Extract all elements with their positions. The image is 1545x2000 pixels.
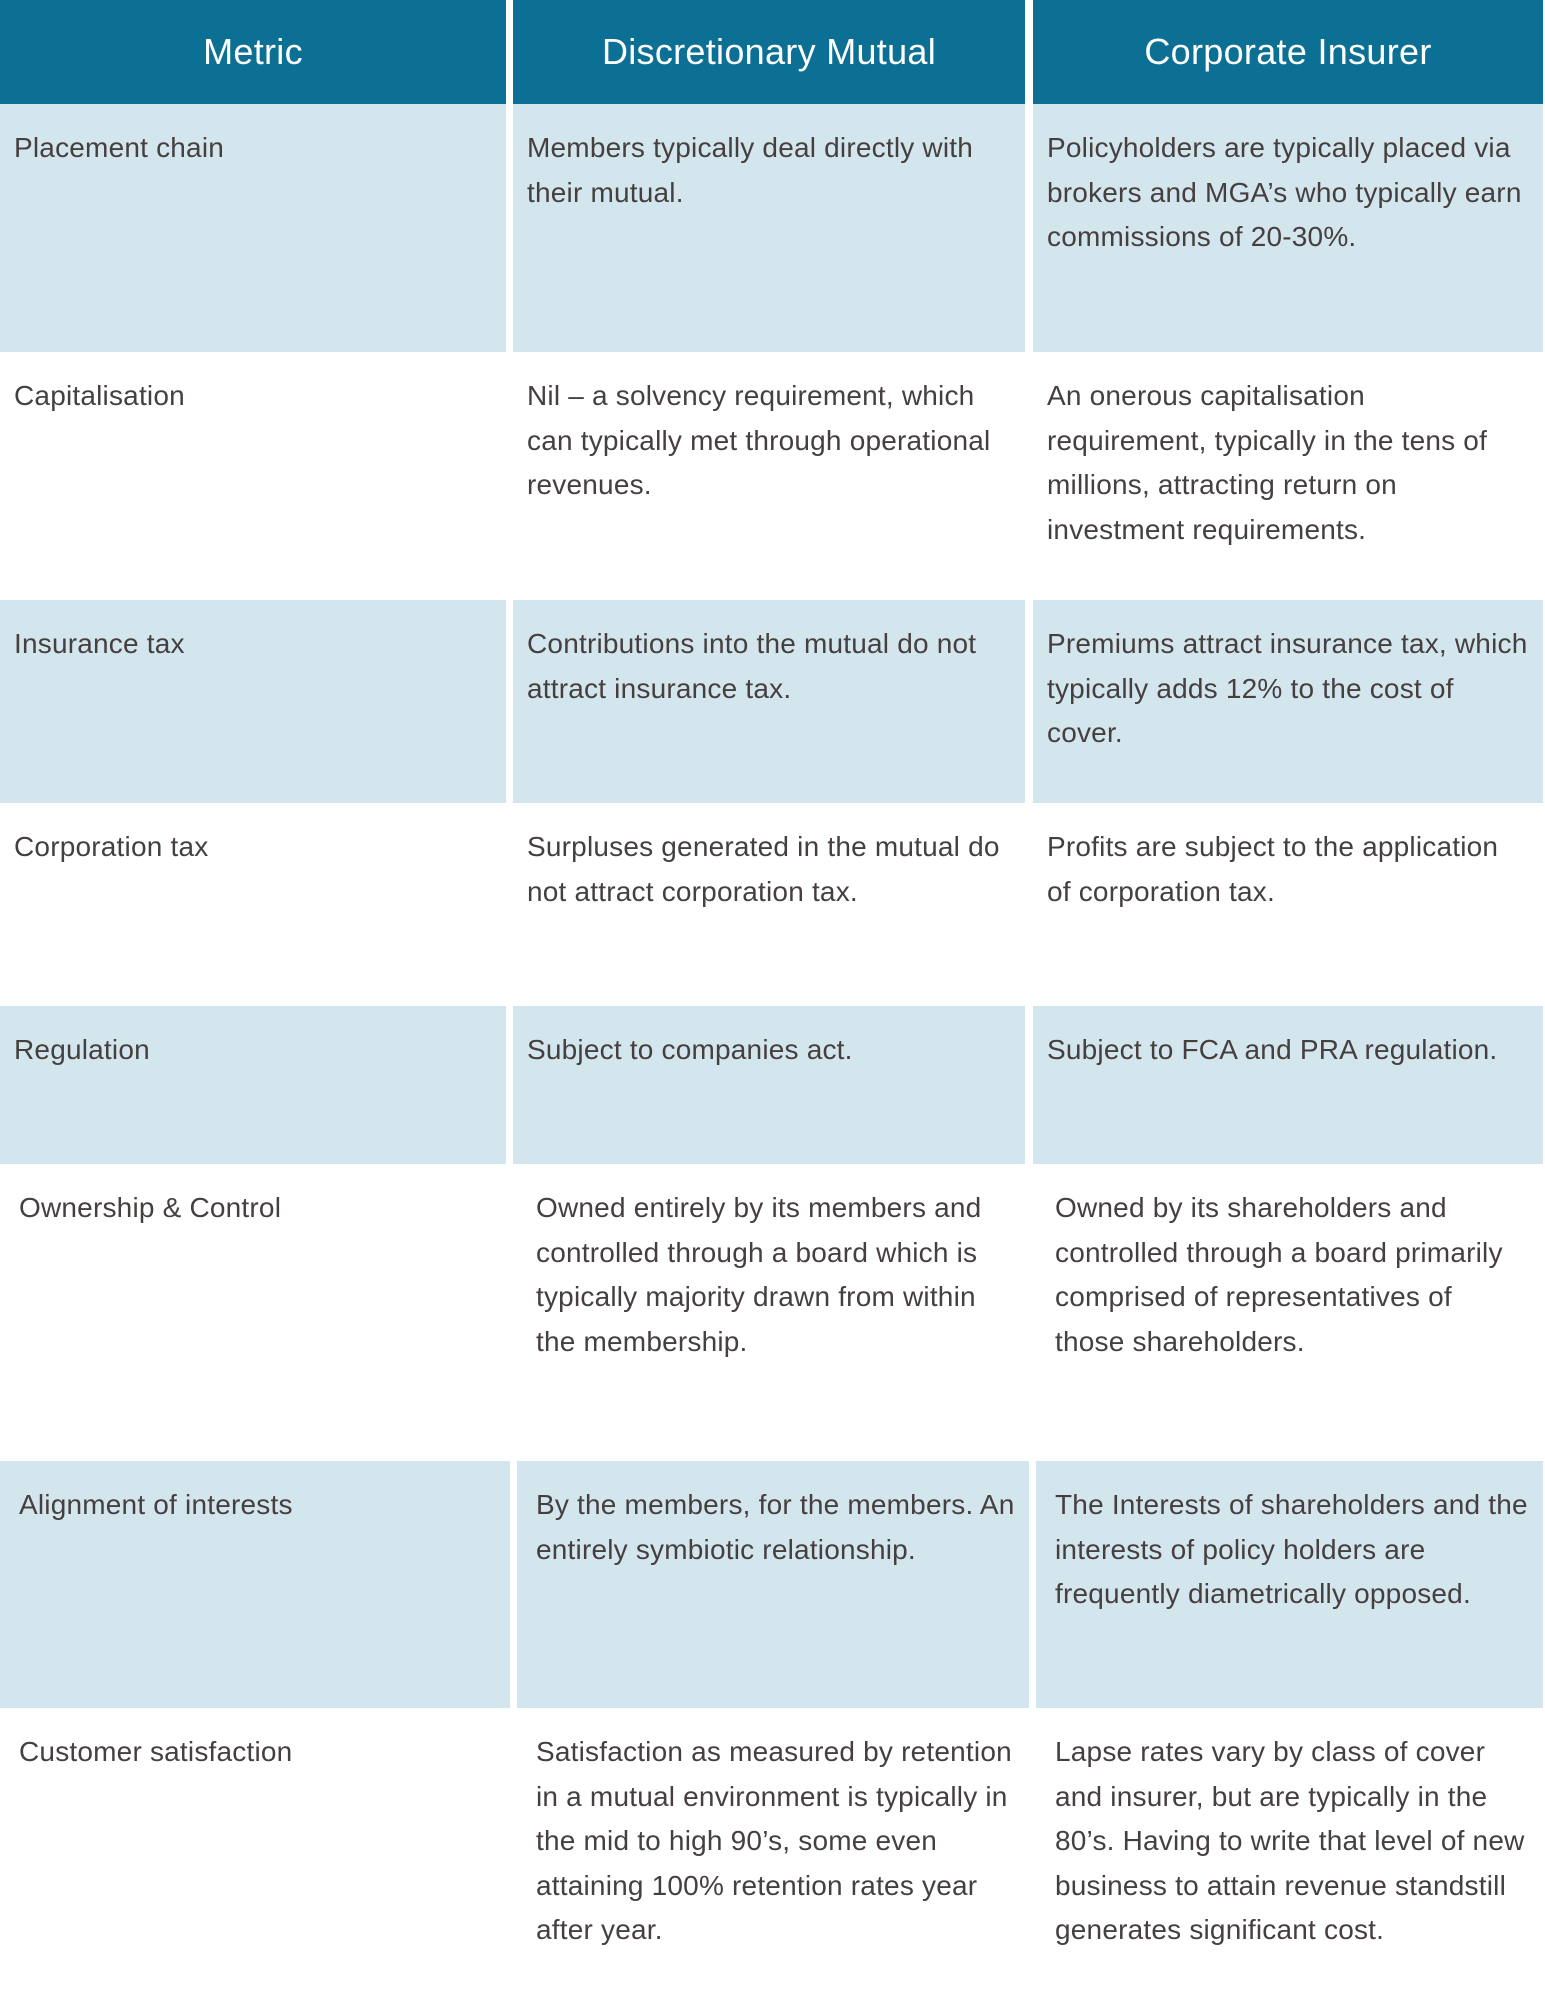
row-customer-satisfaction-insurer: Lapse rates vary by class of cover and insurer, but are typically in the 80’s. Having to write that level of new business to attain revenue standstill generates significant cost. (1036, 1708, 1543, 2000)
row-regulation-insurer: Subject to FCA and PRA regulation. (1033, 1006, 1543, 1164)
header-metric (0, 0, 506, 104)
row-ownership-control-mutual: Owned entirely by its members and controlled through a board which is typically majority drawn from within the membership. (517, 1164, 1029, 1461)
row-insurance-tax-metric: Insurance tax (0, 600, 506, 803)
row-alignment-metric: Alignment of interests (0, 1461, 510, 1708)
row-alignment-mutual: By the members, for the members. An entirely symbiotic relationship. (517, 1461, 1029, 1708)
row-capitalisation-insurer: An onerous capitalisation requirement, typically in the tens of millions, attracting return on investment requirements. (1033, 352, 1543, 600)
row-placement-chain-insurer: Policyholders are typically placed via brokers and MGA’s who typically earn commissions of 20-30%. (1033, 104, 1543, 352)
row-corporation-tax-metric: Corporation tax (0, 803, 506, 1006)
row-alignment-insurer: The Interests of shareholders and the interests of policy holders are frequently diametrically opposed. (1036, 1461, 1543, 1708)
header-corporate-insurer (1033, 0, 1543, 104)
row-corporation-tax-mutual: Surpluses generated in the mutual do not attract corporation tax. (513, 803, 1025, 1006)
header-discretionary-mutual (513, 0, 1025, 104)
row-capitalisation-metric: Capitalisation (0, 352, 506, 600)
row-regulation-metric: Regulation (0, 1006, 506, 1164)
row-ownership-control-insurer: Owned by its shareholders and controlled through a board primarily comprised of representatives of those shareholders. (1036, 1164, 1543, 1461)
row-customer-satisfaction-metric: Customer satisfaction (0, 1708, 510, 2000)
row-placement-chain-metric: Placement chain (0, 104, 506, 352)
row-customer-satisfaction-mutual: Satisfaction as measured by retention in a mutual environment is typically in the mid to high 90’s, some even attaining 100% retention rates year after year. (517, 1708, 1029, 2000)
header-insurer-label: Corporate Insurer (1144, 30, 1432, 72)
row-regulation-mutual: Subject to companies act. (513, 1006, 1025, 1164)
row-ownership-control-metric: Ownership & Control (0, 1164, 510, 1461)
header-mutual-label: Discretionary Mutual (601, 30, 937, 72)
row-insurance-tax-mutual: Contributions into the mutual do not attract insurance tax. (513, 600, 1025, 803)
row-insurance-tax-insurer: Premiums attract insurance tax, which typically adds 12% to the cost of cover. (1033, 600, 1543, 803)
header-metric-label: Metric (203, 30, 303, 72)
row-capitalisation-mutual: Nil – a solvency requirement, which can typically met through operational revenues. (513, 352, 1025, 600)
row-placement-chain-mutual: Members typically deal directly with their mutual. (513, 104, 1025, 352)
row-corporation-tax-insurer: Profits are subject to the application of corporation tax. (1033, 803, 1543, 1006)
